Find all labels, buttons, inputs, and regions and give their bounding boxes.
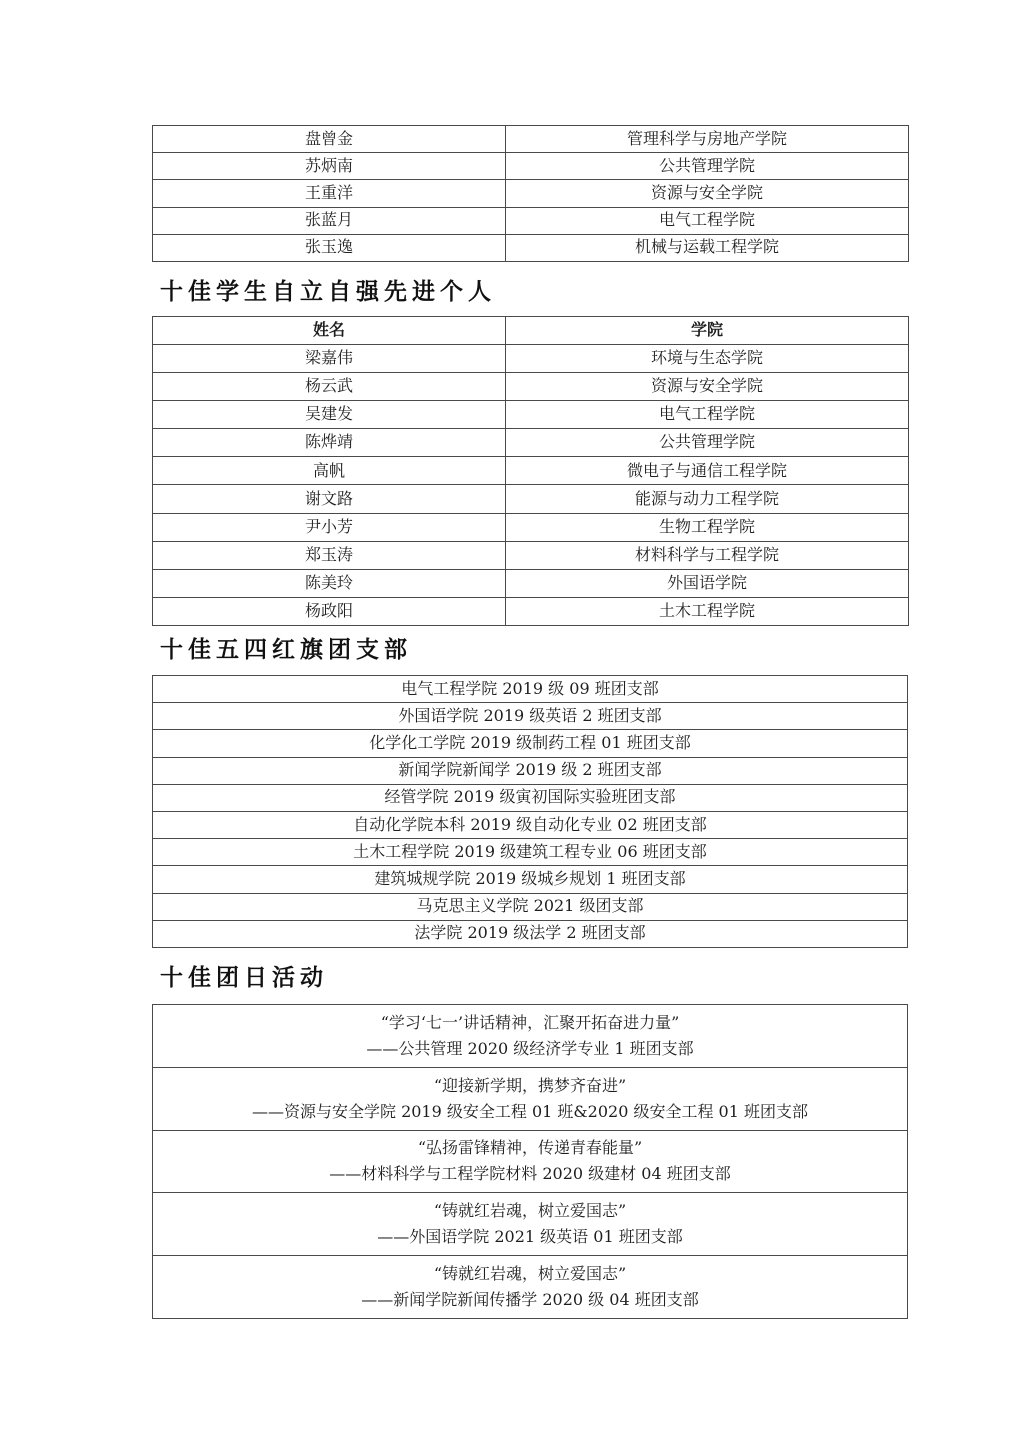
name-cell: 张蓝月 (153, 207, 506, 234)
red-flag-branches-table (152, 675, 908, 948)
college-cell: 资源与安全学院 (506, 180, 909, 207)
activity-title: “弘扬雷锋精神，传递青春能量” (417, 1138, 643, 1158)
name-cell: 高帆 (153, 457, 506, 485)
branch-cell: 外国语学院 2019 级英语 2 班团支部 (153, 703, 908, 730)
college-cell: 电气工程学院 (506, 207, 909, 234)
self-reliance-table (152, 316, 909, 626)
name-cell: 郑玉涛 (153, 541, 506, 569)
table-row (153, 1067, 908, 1130)
table-row (153, 513, 909, 541)
name-cell: 吴建发 (153, 401, 506, 429)
section-heading-red-flag: 十佳五四红旗团支部 (160, 636, 412, 663)
college-cell: 环境与生态学院 (506, 345, 909, 373)
table-row (153, 757, 908, 784)
activity-branch: ——资源与安全学院 2019 级安全工程 01 班&2020 级安全工程 01 班团支部 (251, 1101, 808, 1121)
college-cell: 电气工程学院 (506, 401, 909, 429)
activity-cell (153, 1193, 908, 1256)
table-row (153, 541, 909, 569)
activity-branch: ——新闻学院新闻传播学 2020 级 04 班团支部 (361, 1290, 699, 1310)
table-row (153, 597, 909, 625)
name-cell: 谢文路 (153, 485, 506, 513)
activity-cell (153, 1005, 908, 1068)
table-row (153, 811, 908, 838)
college-cell: 公共管理学院 (506, 429, 909, 457)
activity-cell (153, 1256, 908, 1319)
table-row (153, 429, 909, 457)
table-row (153, 1193, 908, 1256)
branch-cell: 电气工程学院 2019 级 09 班团支部 (153, 676, 908, 703)
name-cell: 王重洋 (153, 180, 506, 207)
table-row (153, 676, 908, 703)
section-heading-league-day: 十佳团日活动 (160, 964, 328, 991)
college-cell: 机械与运载工程学院 (506, 234, 909, 261)
activity-branch: ——公共管理 2020 级经济学专业 1 班团支部 (366, 1038, 694, 1058)
name-header-cell: 姓名 (153, 317, 506, 345)
continued-awards-table (152, 125, 909, 262)
table-row (153, 153, 909, 180)
table-row (153, 730, 908, 757)
college-cell: 外国语学院 (506, 569, 909, 597)
branch-cell: 新闻学院新闻学 2019 级 2 班团支部 (153, 757, 908, 784)
table-row (153, 893, 908, 920)
name-cell: 苏炳南 (153, 153, 506, 180)
section-heading-self-reliance: 十佳学生自立自强先进个人 (160, 278, 496, 305)
activity-cell (153, 1067, 908, 1130)
branch-cell: 建筑城规学院 2019 级城乡规划 1 班团支部 (153, 866, 908, 893)
table-row (153, 839, 908, 866)
table-row (153, 1005, 908, 1068)
name-cell: 张玉逸 (153, 234, 506, 261)
table-row (153, 569, 909, 597)
college-header-cell: 学院 (506, 317, 909, 345)
name-cell: 陈美玲 (153, 569, 506, 597)
table-row (153, 373, 909, 401)
activity-branch: ——材料科学与工程学院材料 2020 级建材 04 班团支部 (329, 1164, 731, 1184)
table-row (153, 207, 909, 234)
college-cell: 能源与动力工程学院 (506, 485, 909, 513)
table-row (153, 457, 909, 485)
name-cell: 尹小芳 (153, 513, 506, 541)
branch-cell: 经管学院 2019 级寅初国际实验班团支部 (153, 784, 908, 811)
league-day-activities-table (152, 1004, 908, 1319)
table-row (153, 180, 909, 207)
college-cell: 资源与安全学院 (506, 373, 909, 401)
name-cell: 盘曾金 (153, 126, 506, 153)
activity-branch: ——外国语学院 2021 级英语 01 班团支部 (377, 1227, 683, 1247)
college-cell: 材料科学与工程学院 (506, 541, 909, 569)
table-header-row (153, 317, 909, 345)
table-row (153, 784, 908, 811)
college-cell: 微电子与通信工程学院 (506, 457, 909, 485)
college-cell: 管理科学与房地产学院 (506, 126, 909, 153)
name-cell: 杨政阳 (153, 597, 506, 625)
table-row (153, 920, 908, 947)
table-row (153, 485, 909, 513)
table-row (153, 126, 909, 153)
table-row (153, 401, 909, 429)
table-row (153, 1256, 908, 1319)
branch-cell: 自动化学院本科 2019 级自动化专业 02 班团支部 (153, 811, 908, 838)
college-cell: 生物工程学院 (506, 513, 909, 541)
college-cell: 公共管理学院 (506, 153, 909, 180)
table-row (153, 703, 908, 730)
activity-cell (153, 1130, 908, 1193)
name-cell: 陈烨靖 (153, 429, 506, 457)
college-cell: 土木工程学院 (506, 597, 909, 625)
activity-title: “迎接新学期，携梦齐奋进” (433, 1075, 627, 1095)
table-row (153, 345, 909, 373)
activity-title: “铸就红岩魂，树立爱国志” (433, 1264, 627, 1284)
branch-cell: 法学院 2019 级法学 2 班团支部 (153, 920, 908, 947)
name-cell: 杨云武 (153, 373, 506, 401)
branch-cell: 土木工程学院 2019 级建筑工程专业 06 班团支部 (153, 839, 908, 866)
table-row (153, 234, 909, 261)
name-cell: 梁嘉伟 (153, 345, 506, 373)
branch-cell: 化学化工学院 2019 级制药工程 01 班团支部 (153, 730, 908, 757)
branch-cell: 马克思主义学院 2021 级团支部 (153, 893, 908, 920)
table-row (153, 1130, 908, 1193)
activity-title: “铸就红岩魂，树立爱国志” (433, 1201, 627, 1221)
table-row (153, 866, 908, 893)
activity-title: “学习‘七一’讲话精神，汇聚开拓奋进力量” (380, 1012, 680, 1032)
